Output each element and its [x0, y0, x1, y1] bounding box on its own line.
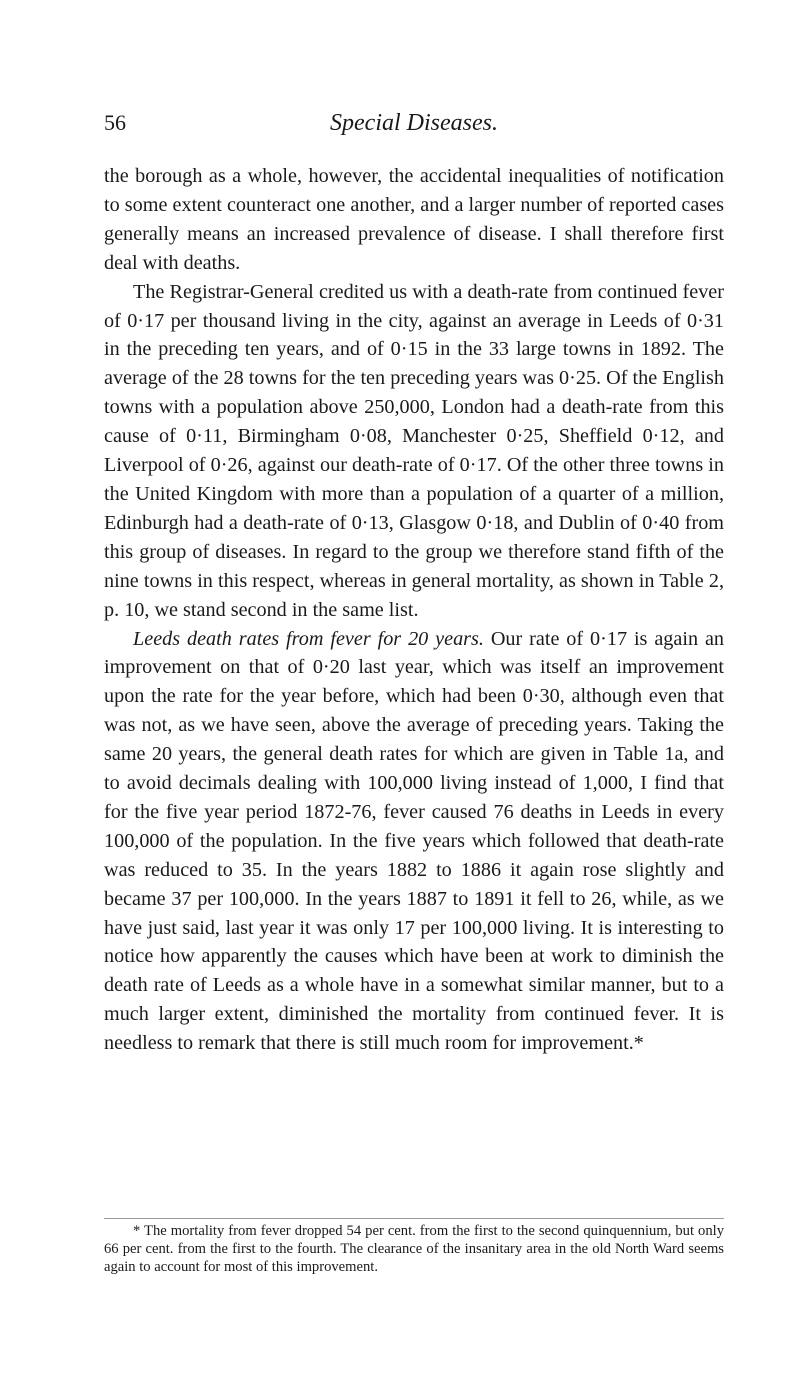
- footnote-divider: [104, 1218, 724, 1219]
- paragraph-3-heading: Leeds death rates from fever for 20 years.: [133, 627, 484, 650]
- footnote: * The mortality from fever dropped 54 per cent. from the first to the second quinquennium, but only 66 per cent. from the first to the fourth. The clearance of the insanitary area in the old North Ward seems again to account for most of this improvement.: [104, 1223, 724, 1275]
- page-number: 56: [104, 110, 126, 135]
- running-title: Special Diseases.: [330, 110, 498, 136]
- paragraph-3: [104, 625, 724, 1059]
- paragraph-3-text: Our rate of 0·17 is again an improvement on that of 0·20 last year, which was itself an improvement upon the rate for the year before, which had been 0·30, although even that was not, as we have seen, above the average of preceding years. Taking the same 20 years, the general death rates for which are given in Table 1a, and to avoid decimals dealing with 100,000 living instead of 1,000, I find that for the five year period 1872-76, fever caused 76 deaths in Leeds in every 100,000 of the population. In the five years which followed that death-rate was reduced to 35. In the years 1882 to 1886 it again rose slightly and became 37 per 100,000. In the years 1887 to 1891 it fell to 26, while, as we have just said, last year it was only 17 per 100,000 living. It is interesting to notice how apparently the causes which have been at work to diminish the death rate of Leeds as a whole have in a somewhat similar manner, but to a much larger extent, diminished the mortality from continued fever. It is needless to remark that there is still much room for improvement.*: [104, 627, 724, 1055]
- page-header: [104, 106, 724, 140]
- body-text: [104, 162, 724, 1058]
- paragraph-1: the borough as a whole, however, the accidental inequalities of notification to some extent counteract one another, and a larger number of reported cases generally means an increased prevalence of disease. I shall therefore first deal with deaths.: [104, 165, 724, 274]
- paragraph-2: The Registrar-General credited us with a death-rate from continued fever of 0·17 per thousand living in the city, against an average in Leeds of 0·31 in the preceding ten years, and of 0·15 in the 33 large towns in 1892. The average of the 28 towns for the ten preceding years was 0·25. Of the English towns with a population above 250,000, London had a death-rate from this cause of 0·11, Birmingham 0·08, Manchester 0·25, Sheffield 0·12, and Liverpool of 0·26, against our death-rate of 0·17. Of the other three towns in the United Kingdom with more than a population of a quarter of a million, Edinburgh had a death-rate of 0·13, Glasgow 0·18, and Dublin of 0·40 from this group of diseases. In regard to the group we therefore stand fifth of the nine towns in this respect, whereas in general mortality, as shown in Table 2, p. 10, we stand second in the same list.: [104, 280, 724, 621]
